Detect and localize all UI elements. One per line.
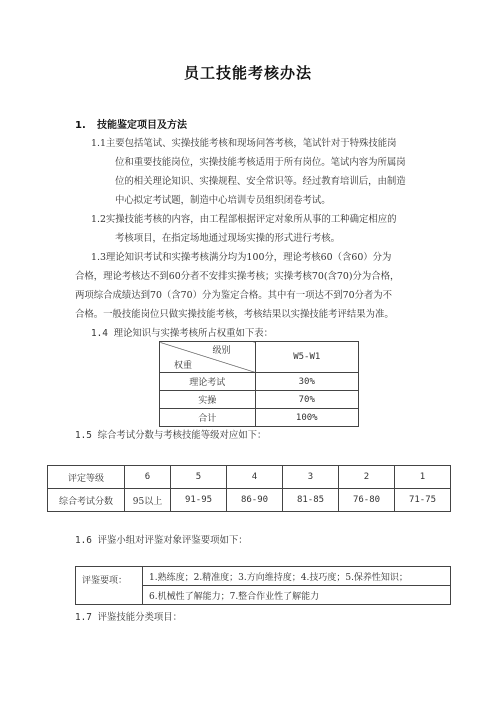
score-cell: 91-95 [171, 489, 227, 512]
grade-cell: 5 [171, 466, 227, 489]
document-title: 员工技能考核办法 [183, 64, 312, 82]
para-line: 位的相关理论知识、实操规程、安全常识等。经过教育培训后，由制造 [115, 176, 406, 187]
paragraph-1-4: 1.4 理论知识与实操考核所占权重如下表： [91, 328, 273, 339]
grade-cell: 6 [125, 466, 171, 489]
criteria-line: 1.熟练度；2.精准度；3.方向维持度；4.技巧度；5.保养性知识； [143, 567, 451, 586]
row-label: 理论考试 [160, 373, 256, 391]
score-cell: 81-85 [283, 489, 339, 512]
weight-table [159, 341, 359, 427]
criteria-label: 评鉴要项： [76, 567, 143, 605]
para-line: 合格，理论考核达不到60分者不安排实操考核；实操考核70(含70)分为合格， [75, 271, 400, 282]
corner-top-label: 级别 [212, 346, 231, 356]
score-cell: 86-90 [227, 489, 283, 512]
grade-header: 评定等级 [48, 466, 125, 489]
row-value: 100% [255, 409, 358, 427]
row-value: 30% [255, 373, 358, 391]
paragraph-1-5: 1.5 综合考试分数与考核技能等级对应如下： [75, 430, 267, 441]
criteria-line: 6.机械性了解能力；7.整合作业性了解能力 [143, 586, 451, 605]
para-line: 1.3理论知识考试和实操考核满分均为100分，理论考核60（含60）分为 [91, 252, 392, 263]
section-title: 技能鉴定项目及方法 [97, 120, 187, 131]
para-line: 中心拟定考试题，制造中心培训专员组织闭卷考试。 [115, 195, 331, 206]
section-number: 1. [75, 120, 86, 131]
grade-cell: 3 [283, 466, 339, 489]
score-cell: 71-75 [395, 489, 451, 512]
grade-cell: 1 [395, 466, 451, 489]
para-line: 两项综合成绩达到70（含70）分为鉴定合格。其中有一项达不到70分者为不 [75, 290, 393, 301]
para-line: 合格。一般技能岗位只做实操技能考核，考核结果以实操技能考评结果为准。 [75, 309, 394, 320]
para-line: 1.1主要包括笔试、实操技能考核和现场问答考核，笔试针对于特殊技能岗 [91, 138, 397, 149]
paragraph-1-6: 1.6 评鉴小组对评鉴对象评鉴要项如下： [75, 535, 248, 546]
level-header: W5-W1 [255, 342, 358, 373]
section-heading [75, 116, 187, 131]
grade-cell: 2 [339, 466, 395, 489]
paragraph-1-2 [91, 210, 397, 248]
paragraph-1-7: 1.7 评鉴技能分类项目： [75, 612, 182, 623]
row-label: 实操 [160, 391, 256, 409]
corner-bottom-label: 权重 [174, 361, 193, 371]
criteria-table [75, 566, 451, 605]
para-line: 1.2实操技能考核的内容，由工程部根据评定对象所从事的工种确定相应的 [91, 214, 397, 225]
score-cell: 95以上 [125, 489, 171, 512]
grade-cell: 4 [227, 466, 283, 489]
para-line: 考核项目，在指定场地通过现场实操的形式进行考核。 [115, 233, 341, 244]
para-line: 位和重要技能岗位，实操技能考核适用于所有岗位。笔试内容为所属岗 [115, 157, 406, 168]
grade-table [47, 465, 451, 512]
score-cell: 76-80 [339, 489, 395, 512]
row-value: 70% [255, 391, 358, 409]
score-header: 综合考试分数 [48, 489, 125, 512]
row-label: 合计 [160, 409, 256, 427]
paragraph-1-3 [75, 248, 399, 324]
corner-cell [160, 342, 256, 373]
paragraph-1-1 [91, 134, 406, 210]
